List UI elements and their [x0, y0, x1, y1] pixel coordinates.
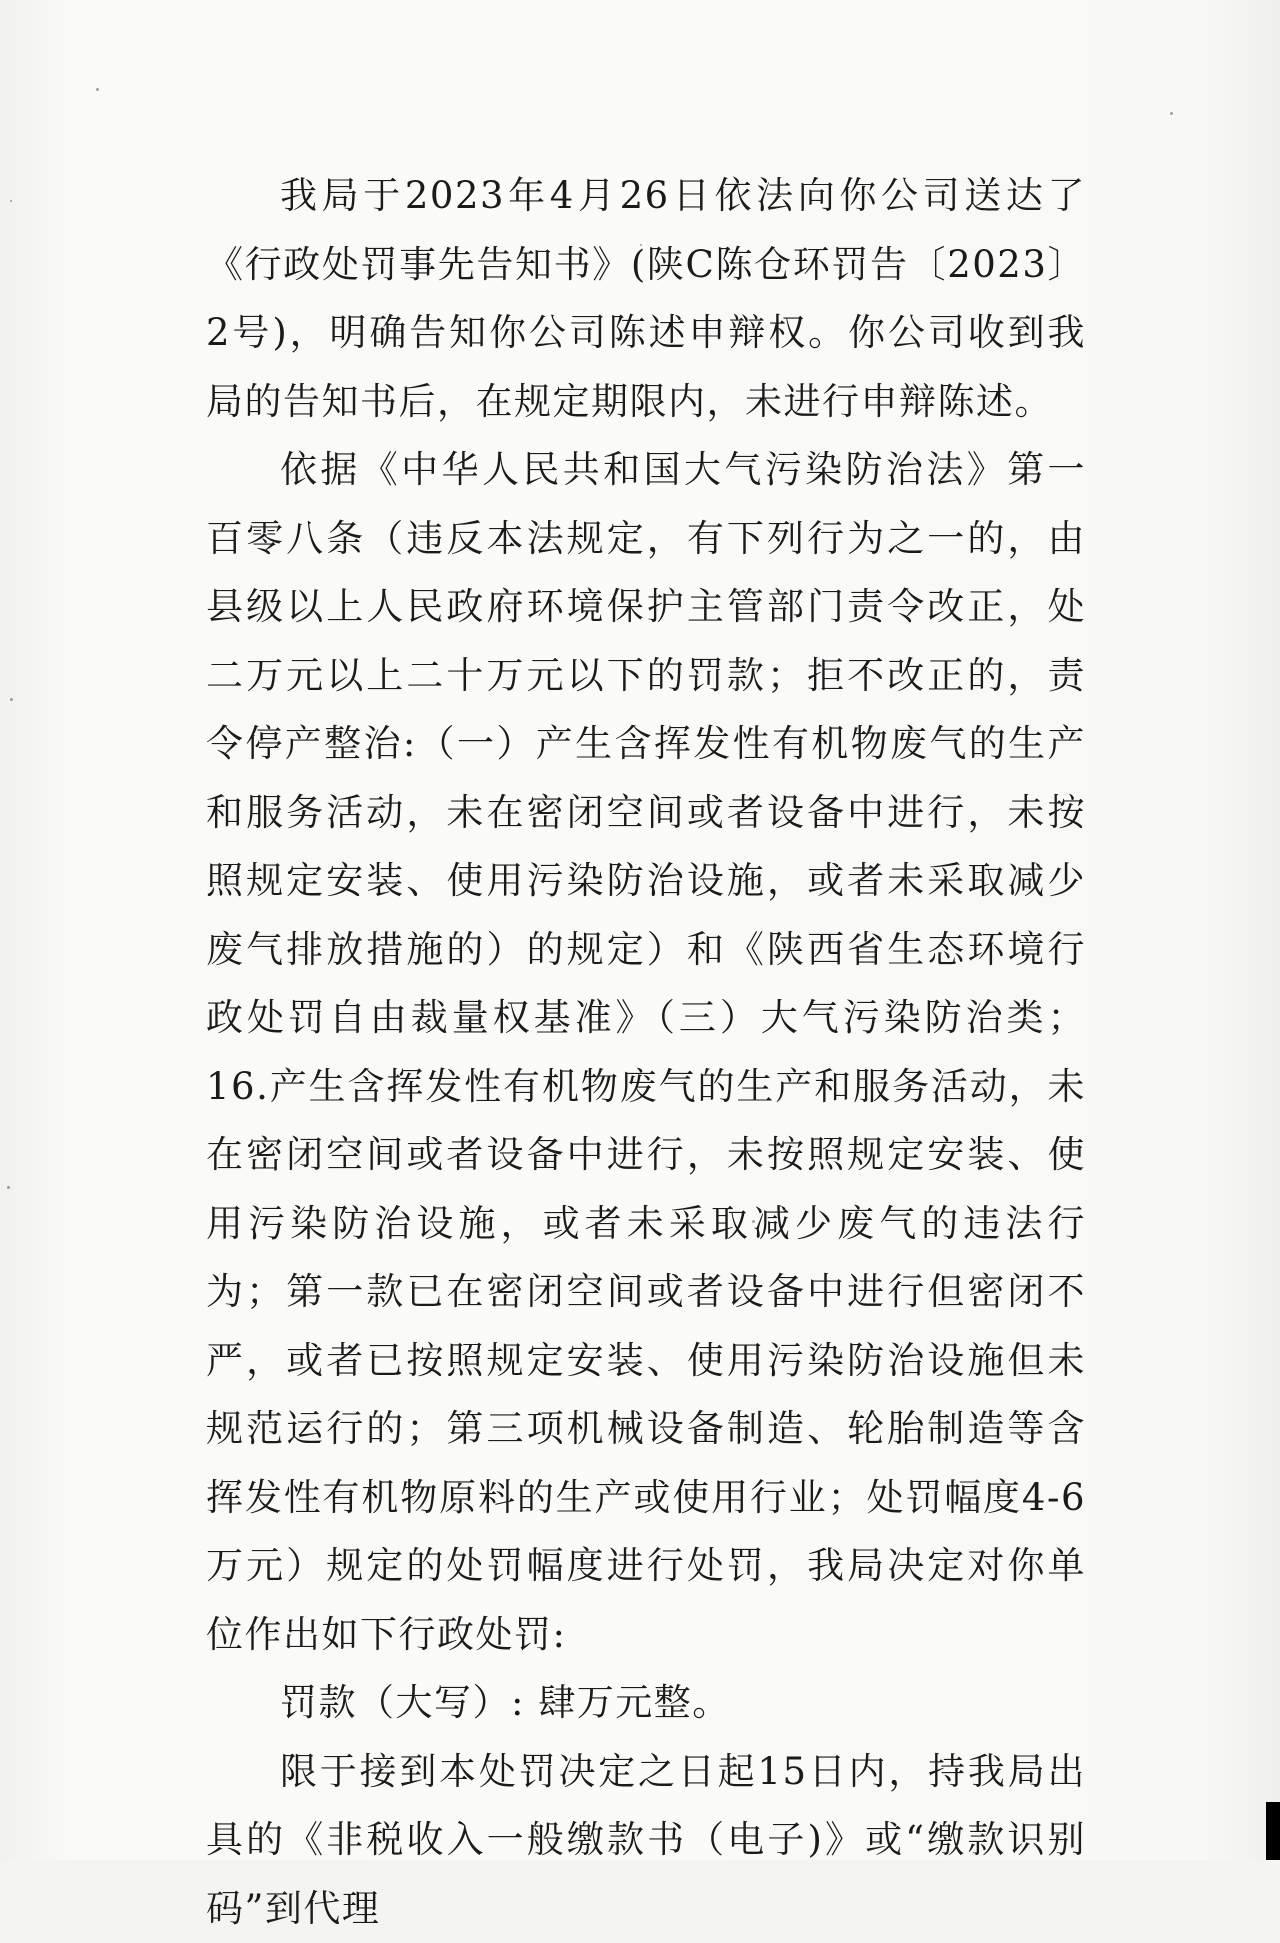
- scan-speck: [10, 698, 13, 701]
- paragraph-notice-delivery: 我局于2023年4月26日依法向你公司送达了《行政处罚事先告知书》(陕C陈仓环罚告〔2023〕2号)，明确告知你公司陈述申辩权。你公司收到我局的告知书后，在规定期限内，未进行申辩陈述。: [206, 162, 1086, 436]
- scan-speck: [10, 200, 12, 202]
- scan-speck: [640, 244, 642, 246]
- scan-speck: [1170, 112, 1173, 115]
- scan-speck: [96, 88, 99, 91]
- scan-edge-mark: [1266, 1802, 1280, 1860]
- document-body: [206, 162, 1086, 1943]
- paragraph-fine-amount: 罚款（大写）: 肆万元整。: [206, 1669, 1086, 1738]
- paragraph-legal-basis: 依据《中华人民共和国大气污染防治法》第一百零八条（违反本法规定，有下列行为之一的，由县级以上人民政府环境保护主管部门责令改正，处二万元以上二十万元以下的罚款；拒不改正的，责令停产整治:（一）产生含挥发性有机物废气的生产和服务活动，未在密闭空间或者设备中进行，未按照规定安装、使用污染防治设施，或者未采取减少废气排放措施的）的规定）和《陕西省生态环境行政处罚自由裁量权基准》（三）大气污染防治类；16.产生含挥发性有机物废气的生产和服务活动，未在密闭空间或者设备中进行，未按照规定安装、使用污染防治设施，或者未采取减少废气的违法行为；第一款已在密闭空间或者设备中进行但密闭不严，或者已按照规定安装、使用污染防治设施但未规范运行的；第三项机械设备制造、轮胎制造等含挥发性有机物原料的生产或使用行业；处罚幅度4-6万元）规定的处罚幅度进行处罚，我局决定对你单位作出如下行政处罚:: [206, 436, 1086, 1669]
- paragraph-payment-deadline: 限于接到本处罚决定之日起15日内，持我局出具的《非税收入一般缴款书（电子)》或“缴款识别码”到代理: [206, 1738, 1086, 1943]
- scan-speck: [752, 1220, 755, 1223]
- scan-speck: [7, 1186, 10, 1189]
